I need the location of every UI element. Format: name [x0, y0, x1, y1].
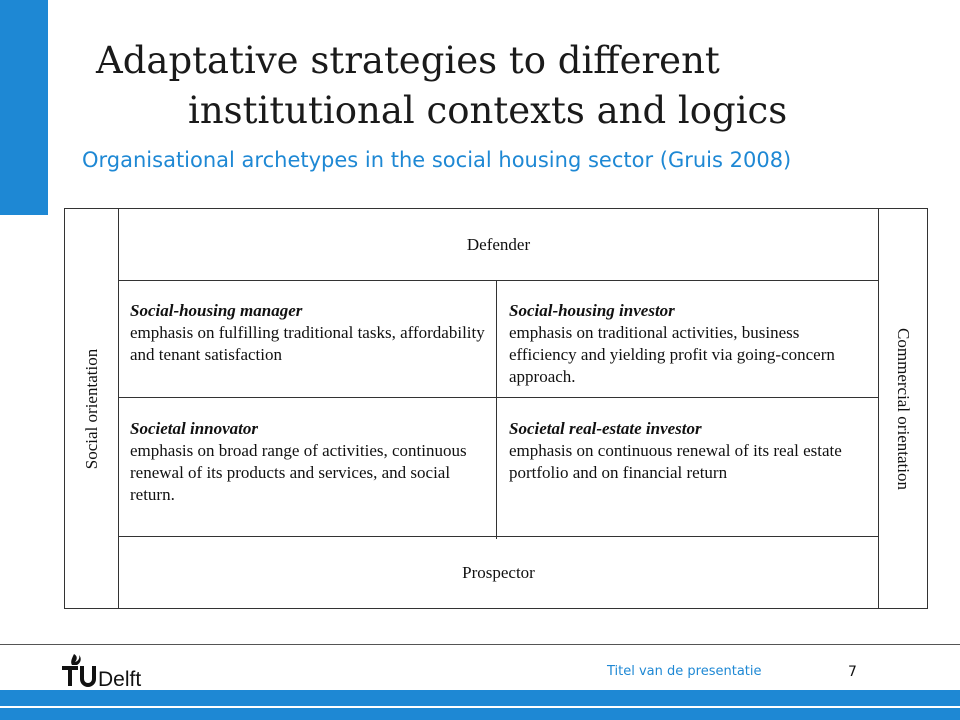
cell-text: emphasis on continuous renewal of its real estate portfolio and on financial return: [509, 441, 842, 482]
cell-social-housing-manager: [118, 280, 497, 398]
social-orientation-label: Social orientation: [81, 348, 101, 469]
cell-heading: Social-housing manager: [130, 301, 303, 320]
page-number: 7: [848, 664, 857, 680]
svg-text:Delft: Delft: [98, 668, 142, 688]
title-line-1: Adaptative strategies to different: [96, 39, 720, 82]
prospector-row: Prospector: [118, 536, 879, 608]
slide-subtitle: Organisational archetypes in the social housing sector (Gruis 2008): [82, 148, 792, 172]
commercial-orientation-column: [878, 209, 927, 608]
cell-societal-real-estate-investor: [497, 398, 879, 539]
figure-center: [118, 209, 879, 608]
footer-presentation-title: Titel van de presentatie: [607, 664, 762, 679]
cell-text: emphasis on broad range of activities, continuous renewal of its products and services, and social return.: [130, 441, 467, 504]
cell-heading: Societal real-estate investor: [509, 419, 702, 438]
bottom-accent-bar: [0, 690, 960, 720]
cell-heading: Social-housing investor: [509, 301, 675, 320]
social-orientation-column: [65, 209, 119, 608]
footer-divider: [0, 644, 960, 645]
tudelft-logo: [60, 652, 160, 688]
cell-text: emphasis on traditional activities, business efficiency and yielding profit via going-concern approach.: [509, 323, 835, 386]
cell-societal-innovator: [118, 398, 497, 539]
commercial-orientation-label: Commercial orientation: [894, 327, 913, 490]
accent-bar: [0, 0, 48, 215]
defender-row: Defender: [118, 209, 879, 281]
bottom-stripe: [0, 706, 960, 708]
title-line-2: institutional contexts and logics: [188, 89, 788, 132]
cell-heading: Societal innovator: [130, 419, 258, 438]
archetypes-figure: [64, 208, 928, 609]
cell-social-housing-investor: [497, 280, 879, 398]
slide-title: [96, 36, 936, 136]
cell-text: emphasis on fulfilling traditional tasks, affordability and tenant satisfaction: [130, 323, 485, 364]
